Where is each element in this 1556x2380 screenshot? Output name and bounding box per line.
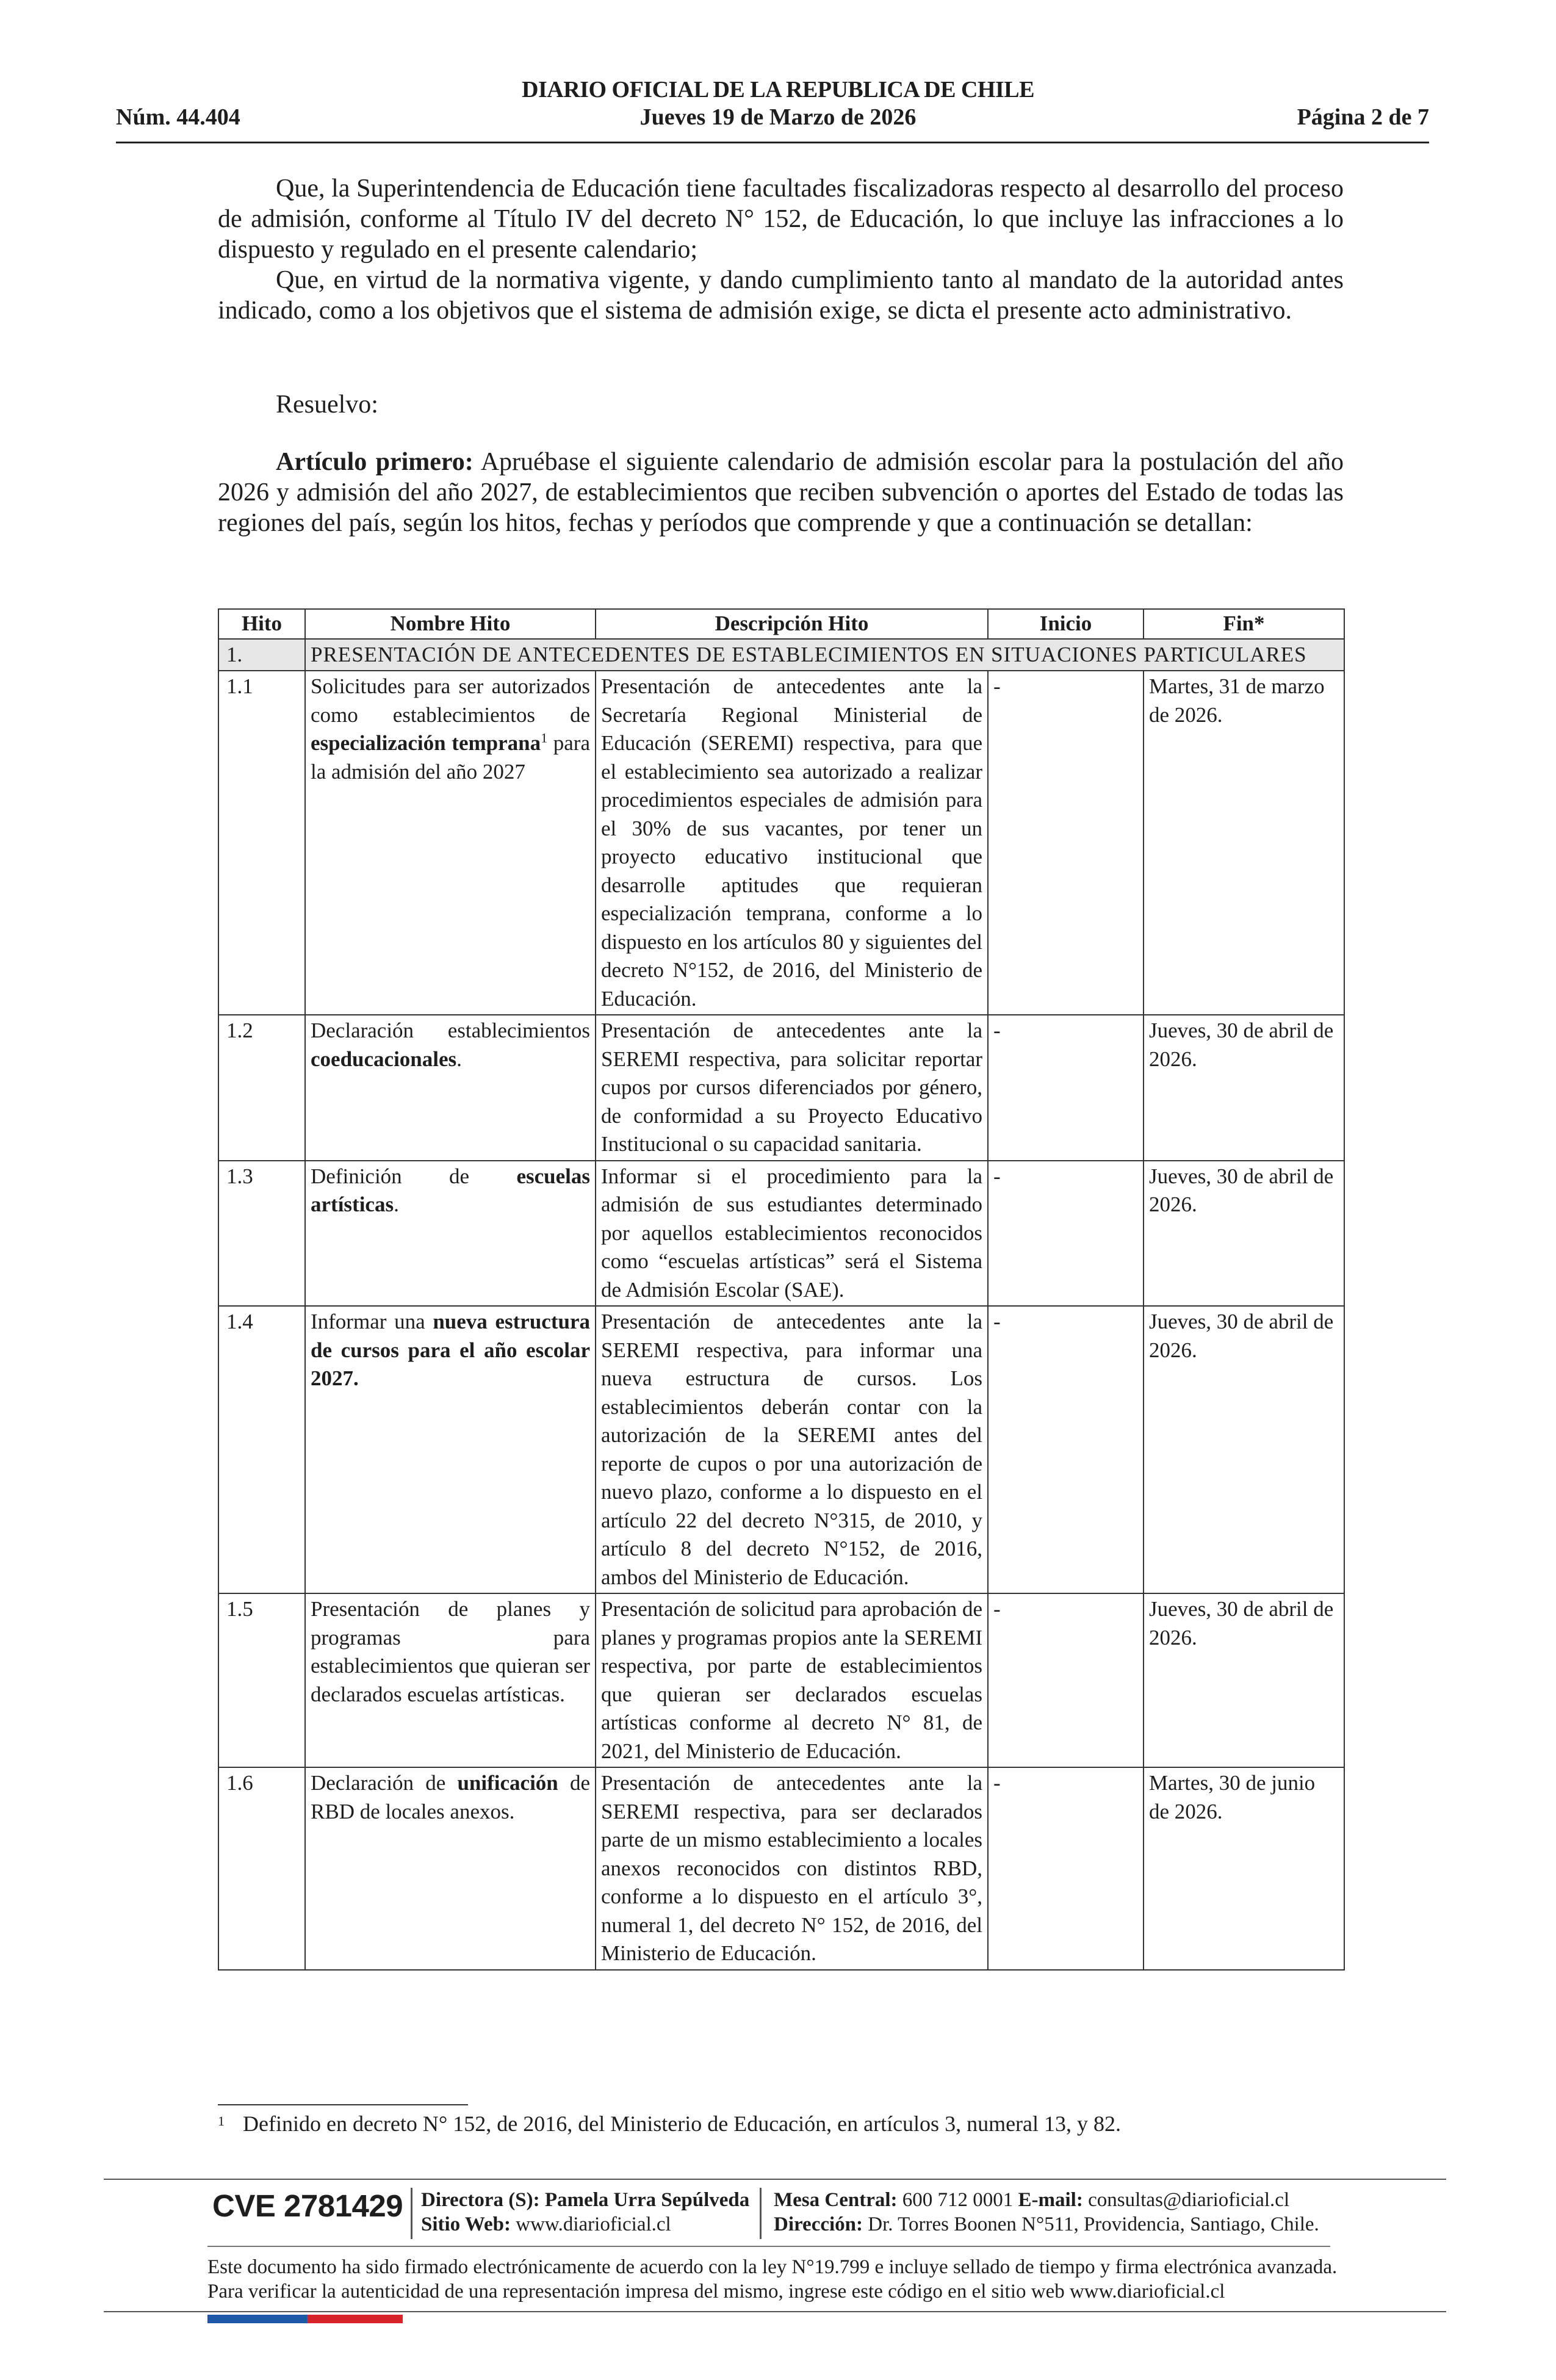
footnote-divider — [218, 2104, 468, 2105]
newspaper-title: DIARIO OFICIAL DE LA REPUBLICA DE CHILE — [522, 77, 1034, 103]
footnote-mark: 1 — [218, 2113, 225, 2129]
hito-end: Jueves, 30 de abril de 2026. — [1144, 1015, 1344, 1161]
hito-name-text: para la admisión del año 2027 — [311, 731, 590, 784]
table-row — [218, 1306, 1344, 1593]
table-row — [218, 671, 1344, 1015]
hito-name-text: Informar una — [311, 1310, 433, 1333]
footer-director-block — [421, 2188, 749, 2237]
hito-number: 1.1 — [218, 671, 305, 1015]
paragraph-superintendencia — [218, 173, 1344, 265]
issue-date: Jueves 19 de Marzo de 2026 — [639, 104, 917, 130]
hito-name — [305, 1161, 596, 1307]
hito-name-emphasis: escuelas artísticas — [311, 1164, 590, 1216]
hito-start: - — [988, 1593, 1144, 1767]
hito-number: 1.2 — [218, 1015, 305, 1161]
hito-number: 1.4 — [218, 1306, 305, 1593]
hito-name-emphasis: nueva estructura de cursos para el año escolar 2027. — [311, 1310, 590, 1390]
website-label: Sitio Web: — [421, 2213, 511, 2235]
paragraph-text: Que, en virtud de la normativa vigente, y dando cumplimiento tanto al mandato de la autoridad antes indicado, como a los objetivos que el sistema de admisión exige, se dicta el presente acto administrativo. — [218, 266, 1344, 325]
hito-name-emphasis: especialización temprana — [311, 731, 541, 755]
flag-stripe-blue — [207, 2315, 307, 2323]
email-label: E-mail: — [1018, 2189, 1083, 2211]
hito-start: - — [988, 1161, 1144, 1307]
footnote — [218, 2110, 1121, 2137]
hito-start: - — [988, 1767, 1144, 1970]
table-header-row — [218, 609, 1344, 639]
cve-code: CVE 2781429 — [212, 2188, 403, 2223]
address-label: Dirección: — [774, 2213, 863, 2235]
footer-middle-divider — [207, 2246, 1330, 2247]
column-header-fin: Fin* — [1144, 609, 1344, 639]
hito-description: Presentación de antecedentes ante la SEREMI respectiva, para solicitar reportar cupos por cursos diferenciados por género, de conformidad a su Proyecto Educativo Institucional o su capacidad sanitaria. — [596, 1015, 988, 1161]
resuelvo-text: Resuelvo: — [276, 391, 378, 419]
hito-start: - — [988, 671, 1144, 1015]
table-row — [218, 1767, 1344, 1970]
header-divider — [116, 142, 1429, 143]
hito-start: - — [988, 1306, 1144, 1593]
footer-top-divider — [104, 2179, 1446, 2180]
column-header-hito: Hito — [218, 609, 305, 639]
column-header-inicio: Inicio — [988, 609, 1144, 639]
hito-end: Martes, 31 de marzo de 2026. — [1144, 671, 1344, 1015]
website-link[interactable]: www.diarioficial.cl — [516, 2213, 671, 2235]
mesa-label: Mesa Central: — [774, 2189, 898, 2211]
legal-notice: Este documento ha sido firmado electrónicamente de acuerdo con la ley N°19.799 e incluye sellado de tiempo y firma electrónica avanzada. Para verificar la autenticidad de una representación impresa del mismo, ingrese este código en el sitio web www.diarioficial.cl — [207, 2256, 1338, 2302]
mesa-phone: 600 712 0001 — [902, 2189, 1014, 2211]
hito-start: - — [988, 1015, 1144, 1161]
director-label: Directora (S): — [421, 2189, 540, 2211]
hito-name-text: Declaración establecimientos — [311, 1019, 590, 1042]
director-name: Pamela Urra Sepúlveda — [544, 2189, 750, 2211]
page-indicator: Página 2 de 7 — [1297, 104, 1429, 130]
section-title: PRESENTACIÓN DE ANTECEDENTES DE ESTABLECIMIENTOS EN SITUACIONES PARTICULARES — [305, 639, 1344, 671]
hito-name-text: . — [394, 1192, 399, 1216]
footer-bottom-divider — [104, 2311, 1446, 2312]
hito-name-text: Declaración de — [311, 1771, 458, 1795]
column-header-descripcion: Descripción Hito — [596, 609, 988, 639]
hito-name-emphasis: coeducacionales — [311, 1047, 457, 1071]
footer-vertical-divider — [411, 2188, 412, 2239]
hito-description: Presentación de antecedentes ante la Secretaría Regional Ministerial de Educación (SEREMI) respectiva, para que el establecimiento sea autorizado a realizar procedimientos especiales de admisión para el 30% de sus vacantes, por tener un proyecto educativo institucional que desarrolle aptitudes que requieran especialización temprana, conforme a lo dispuesto en los artículos 80 y siguientes del decreto N°152, de 2016, del Ministerio de Educación. — [596, 671, 988, 1015]
footnote-text: Definido en decreto N° 152, de 2016, del Ministerio de Educación, en artículos 3, numeral 13, y 82. — [243, 2111, 1122, 2136]
hito-name-text: Definición de — [311, 1164, 517, 1188]
table-row — [218, 1593, 1344, 1767]
footnote-reference: 1 — [541, 730, 548, 746]
column-header-nombre: Nombre Hito — [305, 609, 596, 639]
paragraph-normativa — [218, 265, 1344, 326]
hito-number: 1.3 — [218, 1161, 305, 1307]
hito-name — [305, 671, 596, 1015]
hito-description: Informar si el procedimiento para la admisión de sus estudiantes determinado por aquellos establecimientos reconocidos como “escuelas artísticas” será el Sistema de Admisión Escolar (SAE). — [596, 1161, 988, 1307]
issue-number: Núm. 44.404 — [116, 104, 240, 130]
article-label: Artículo primero: — [276, 448, 474, 476]
hito-end: Jueves, 30 de abril de 2026. — [1144, 1593, 1344, 1767]
resuelvo-heading — [218, 389, 1344, 420]
hito-name-text: de RBD de locales anexos. — [311, 1771, 590, 1823]
hito-name — [305, 1306, 596, 1593]
email-link[interactable]: consultas@diarioficial.cl — [1088, 2189, 1290, 2211]
article-first — [218, 447, 1344, 538]
hito-description: Presentación de antecedentes ante la SEREMI respectiva, para informar una nueva estructura de cursos. Los establecimientos deberán contar con la autorización de la SEREMI antes del reporte de cupos o por una autorización de nuevo plazo, conforme a lo dispuesto en el artículo 22 del decreto N°315, de 2010, y artículo 8 del decreto N°152, de 2016, ambos del Ministerio de Educación. — [596, 1306, 988, 1593]
table-row — [218, 1161, 1344, 1307]
section-number: 1. — [218, 639, 305, 671]
hito-name — [305, 1015, 596, 1161]
hito-name — [305, 1767, 596, 1970]
article-text: Apruébase el siguiente calendario de admisión escolar para la postulación del año 2026 y admisión del año 2027, de establecimientos que reciben subvención o aportes del Estado de todas las regiones del país, según los hitos, fechas y períodos que comprende y que a continuación se detallan: — [218, 448, 1344, 537]
hito-name-text: Solicitudes para ser autorizados como establecimientos de — [311, 674, 590, 727]
flag-stripe-red — [307, 2315, 403, 2323]
hito-end: Jueves, 30 de abril de 2026. — [1144, 1306, 1344, 1593]
hito-name — [305, 1593, 596, 1767]
hito-name-emphasis: unificación — [457, 1771, 558, 1795]
hito-description: Presentación de solicitud para aprobación de planes y programas propios ante la SEREMI respectiva, por parte de establecimientos que quieran ser declarados escuelas artísticas conforme al decreto N° 81, de 2021, del Ministerio de Educación. — [596, 1593, 988, 1767]
admission-calendar-table — [218, 608, 1345, 1971]
address-value: Dr. Torres Boonen N°511, Providencia, Santiago, Chile. — [868, 2213, 1319, 2235]
hito-number: 1.6 — [218, 1767, 305, 1970]
table-row — [218, 1015, 1344, 1161]
footer-contact-block — [774, 2188, 1319, 2237]
hito-number: 1.5 — [218, 1593, 305, 1767]
hito-name-text: . — [456, 1047, 462, 1071]
hito-description: Presentación de antecedentes ante la SEREMI respectiva, para ser declarados parte de un mismo establecimiento a locales anexos reconocidos con distintos RBD, conforme a lo dispuesto en el artículo 3°, numeral 1, del decreto N° 152, de 2016, del Ministerio de Educación. — [596, 1767, 988, 1970]
hito-name-text: Presentación de planes y programas para establecimientos que quieran ser declarados escuelas artísticas. — [311, 1597, 590, 1706]
section-row — [218, 639, 1344, 671]
footer-vertical-divider — [760, 2188, 762, 2239]
hito-end: Jueves, 30 de abril de 2026. — [1144, 1161, 1344, 1307]
paragraph-text: Que, la Superintendencia de Educación tiene facultades fiscalizadoras respecto al desarrollo del proceso de admisión, conforme al Título IV del decreto N° 152, de Educación, lo que incluye las infracciones a lo dispuesto y regulado en el presente calendario; — [218, 175, 1344, 264]
hito-end: Martes, 30 de junio de 2026. — [1144, 1767, 1344, 1970]
